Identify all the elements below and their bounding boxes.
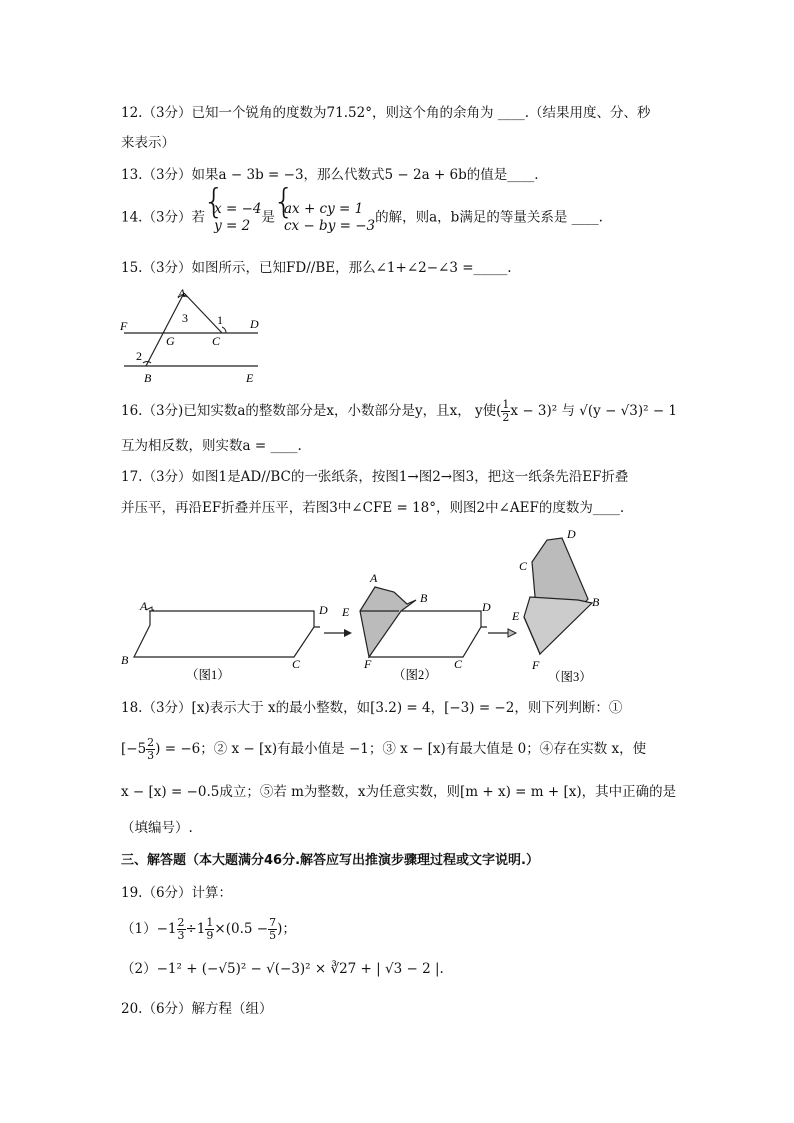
fig1-label-B: B [121, 653, 129, 667]
fig15-label-E: E [246, 371, 254, 385]
fig15-label-C: C [212, 334, 221, 348]
fig15-label-1: 1 [217, 313, 223, 327]
fig3-label-D: D [567, 527, 576, 541]
fig3-label-F: F [532, 658, 540, 672]
q14 [121, 201, 603, 235]
q18-line3: x − [x) = −0.5成立；⑤若 m为整数，x为任意实数，则[m + x) = m + [x)，其中正确的是 [121, 784, 677, 800]
fig2-label-D: D [482, 600, 491, 614]
figure-17 [116, 522, 616, 690]
q14-pre: 14.（3分）若 [121, 209, 206, 226]
fig15-label-2: 2 [136, 349, 142, 363]
q18-line1: 18.（3分）[x)表示大于 x的最小整数，如[3.2) = 4，[−3) = −2，则下列判断：① [121, 700, 623, 716]
q17-line1: 17.（3分）如图1是AD//BC的一张纸条，按图1→图2→图3，把这一纸条先沿EF折叠 [121, 469, 629, 485]
fig15-label-3: 3 [182, 311, 188, 325]
q14-mid: 是 [261, 209, 275, 226]
q16-line1: 16.（3分)已知实数a的整数部分是x，小数部分是y，且x， y使( $\frac{1}{2}$ x − 3)² 与 √(y − √3)² − 1 [121, 398, 678, 424]
q19-head: 19.（6分）计算： [121, 885, 233, 901]
fig2-label-E: E [342, 605, 350, 619]
q14-system2: { ax + cy = 1 cx − by = −3 [275, 201, 375, 235]
q19-part2: （2）−1² + (−√5)² − √(−3)² × ∛27 + | √3 − 2 |. [121, 961, 444, 977]
q19-part1: （1）−1 $\frac{2}{3}$ ÷1 $\frac{1}{9}$ ×(0.5 − $\frac{7}{5}$ )； [121, 916, 296, 942]
fig1-label-C: C [292, 657, 301, 671]
section3-heading: 三、解答题（本大题满分46分.解答应写出推演步骤理过程或文字说明.） [121, 853, 539, 868]
fig2-label-B: B [420, 591, 428, 605]
fig3-label-E: E [512, 609, 520, 623]
q12-line1: 12.（3分）已知一个锐角的度数为71.52°，则这个角的余角为 ____.（结果用度、分、秒 [121, 105, 651, 121]
q14-post: 的解，则a，b满足的等量关系是 ____. [375, 209, 603, 226]
q13: 13.（3分）如果a − 3b = −3，那么代数式5 − 2a + 6b的值是____. [121, 167, 539, 183]
q18-line2: [−5 $\frac{2}{3}$ ) = −6；② x − [x)有最小值是 −1；③ x − [x)有最大值是 0；④存在实数 x，使 [121, 736, 647, 762]
fig2-label-C: C [454, 657, 463, 671]
fig2-label-F: F [364, 657, 372, 671]
fig2-label-A: A [370, 571, 378, 585]
q14-system1: { x = −4 y = 2 [205, 201, 261, 235]
fig15-label-B: B [144, 371, 152, 385]
q18-fraction: $\frac{2}{3}$ [147, 736, 155, 762]
fig3-label-C: C [519, 559, 528, 573]
fig17-caption3: （图3） [548, 670, 592, 684]
fig15-label-G: G [166, 334, 175, 348]
q16-fraction: $\frac{1}{2}$ [502, 398, 510, 424]
fig15-label-A: A [178, 286, 186, 300]
q18-line4: （填编号）. [121, 820, 193, 836]
fig17-caption1: （图1） [186, 668, 230, 682]
q16-line2: 互为相反数，则实数a = ____. [121, 438, 302, 454]
fig1-label-D: D [319, 603, 328, 617]
fig1-label-A: A [140, 599, 148, 613]
fig15-label-D: D [250, 317, 259, 331]
fig17-caption2: （图2） [393, 668, 437, 682]
q12-line2: 来表示） [121, 135, 175, 151]
q17-line2: 并压平，再沿EF折叠并压平，若图3中∠CFE = 18°，则图2中∠AEF的度数为____. [121, 500, 625, 516]
q20: 20.（6分）解方程（组） [121, 1001, 273, 1017]
q15: 15.（3分）如图所示，已知FD//BE，那么∠1+∠2−∠3 =_____. [121, 260, 512, 276]
fig3-label-B: B [592, 595, 600, 609]
fig15-label-F: F [120, 319, 128, 333]
figure-15 [116, 284, 276, 388]
